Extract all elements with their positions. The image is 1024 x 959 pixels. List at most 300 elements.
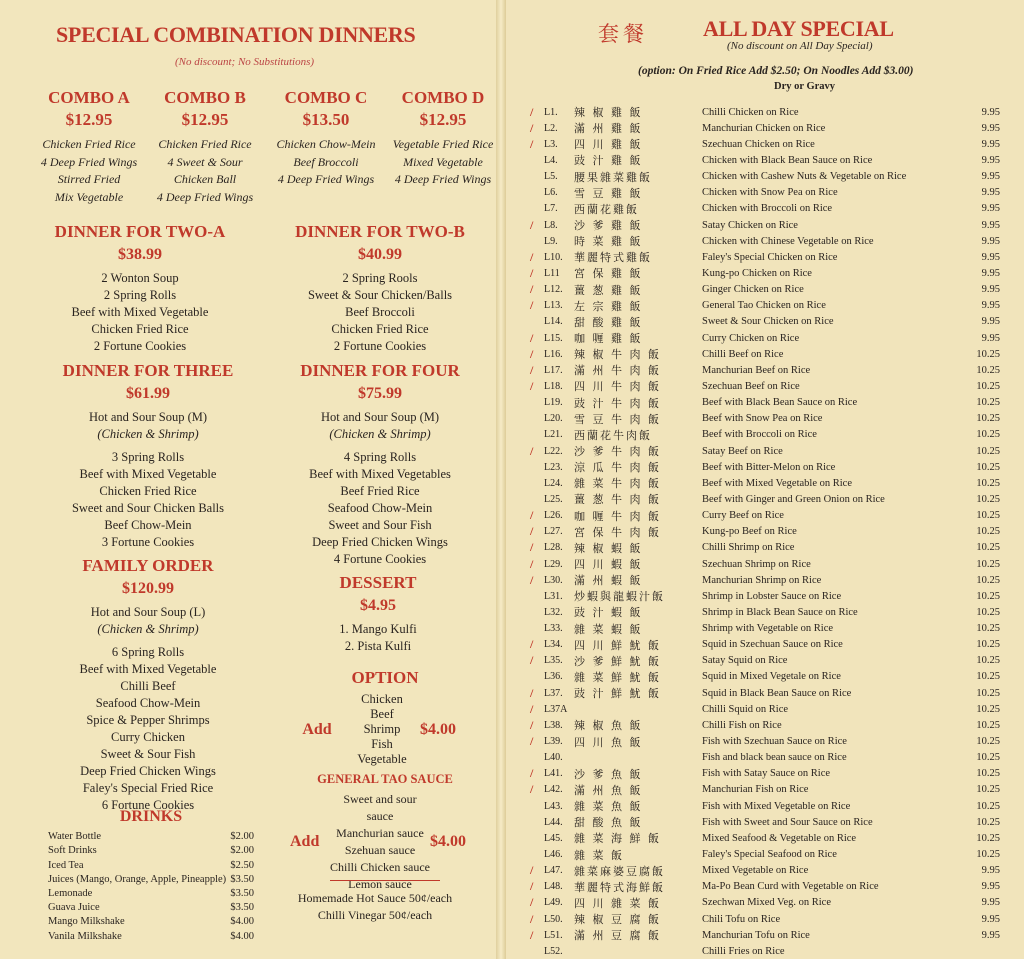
list-item: 2 Spring Rools xyxy=(342,271,418,285)
menu-chinese: 滿 州 雞 飯 xyxy=(574,122,643,136)
menu-price: 10.25 xyxy=(976,493,1000,505)
menu-english: Chicken with Cashew Nuts & Vegetable on Rice xyxy=(702,171,907,183)
menu-chinese: 沙 爹 雞 飯 xyxy=(574,219,643,233)
menu-price: 10.25 xyxy=(976,574,1000,586)
menu-code: L22. xyxy=(544,445,563,457)
menu-english: Fish with Satay Sauce on Rice xyxy=(702,768,831,780)
menu-row xyxy=(530,508,1010,524)
menu-price: 9.95 xyxy=(981,267,1000,279)
drink-name: Vanila Milkshake xyxy=(48,930,122,942)
combo-price: $12.95 xyxy=(419,110,467,129)
list-item: Beef Broccoli xyxy=(293,154,359,169)
check-mark: / xyxy=(530,443,534,458)
menu-price: 9.95 xyxy=(981,106,1000,118)
check-mark: / xyxy=(530,298,534,313)
list-item: 2 Spring Rolls xyxy=(103,288,177,302)
list-item: 3 Spring Rolls xyxy=(111,450,185,464)
menu-price: 10.25 xyxy=(976,348,1000,360)
menu-price: 9.95 xyxy=(981,316,1000,328)
menu-chinese: 滿 州 魚 飯 xyxy=(574,783,643,797)
list-item: Deep Fried Chicken Wings xyxy=(312,535,448,549)
menu-chinese: 咖 喱 牛 肉 飯 xyxy=(574,509,661,523)
dinner-four-price: $75.99 xyxy=(358,385,402,402)
check-mark: / xyxy=(530,895,534,910)
menu-chinese: 雜 菜 鮮 魷 飯 xyxy=(574,670,661,684)
menu-row xyxy=(530,427,1010,443)
menu-price: 10.25 xyxy=(976,429,1000,441)
check-mark: / xyxy=(530,685,534,700)
menu-chinese: 雜 菜 牛 肉 飯 xyxy=(574,477,661,491)
dinner-two-a-price: $38.99 xyxy=(118,246,162,263)
menu-price: 10.25 xyxy=(976,477,1000,489)
menu-code: L34. xyxy=(544,639,563,651)
menu-row xyxy=(530,104,1010,120)
menu-chinese: 雜菜麻婆豆腐飯 xyxy=(574,864,665,878)
menu-row xyxy=(530,685,1010,701)
list-item: Sweet and Sour Fish xyxy=(328,518,432,532)
list-item: Sweet & Sour Fish xyxy=(100,747,196,761)
menu-chinese: 辣 椒 雞 飯 xyxy=(574,106,643,120)
drink-name: Mango Milkshake xyxy=(48,916,125,928)
list-item: 2. Pista Kulfi xyxy=(344,639,412,653)
general-tao-title: GENERAL TAO SAUCE xyxy=(317,772,453,786)
menu-chinese: 雜 菜 飯 xyxy=(574,848,624,862)
combo-3 xyxy=(384,88,502,189)
check-mark: / xyxy=(530,556,534,571)
menu-price: 10.25 xyxy=(976,800,1000,812)
menu-row xyxy=(530,653,1010,669)
dinner-two-b-items xyxy=(270,270,490,355)
menu-english: Curry Beef on Rice xyxy=(702,510,784,522)
list-item: Beef xyxy=(370,707,394,721)
combo-1 xyxy=(146,88,264,206)
combo-2 xyxy=(267,88,385,189)
menu-english: Szechuan Chicken on Rice xyxy=(702,138,815,150)
menu-chinese: 四 川 魚 飯 xyxy=(574,735,643,749)
check-mark: / xyxy=(530,879,534,894)
menu-row xyxy=(530,943,1010,959)
combo-price: $12.95 xyxy=(65,110,113,129)
menu-code: L46. xyxy=(544,849,563,861)
menu-code: L8. xyxy=(544,219,558,231)
menu-english: Chicken with Black Bean Sauce on Rice xyxy=(702,154,873,166)
menu-code: L40. xyxy=(544,752,563,764)
menu-chinese: 辣 椒 魚 飯 xyxy=(574,719,643,733)
dinner-four-soup: Hot and Sour Soup (M) xyxy=(320,410,440,424)
list-item: Lemon sauce xyxy=(348,877,412,891)
check-mark: / xyxy=(530,249,534,264)
menu-row xyxy=(530,927,1010,943)
list-item: Beef with Mixed Vegetables xyxy=(309,467,451,481)
menu-price: 9.95 xyxy=(981,284,1000,296)
menu-row xyxy=(530,233,1010,249)
menu-chinese: 左 宗 雞 飯 xyxy=(574,299,643,313)
menu-english: Shrimp in Lobster Sauce on Rice xyxy=(702,590,842,602)
check-mark: / xyxy=(530,524,534,539)
menu-chinese: 雜 菜 蝦 飯 xyxy=(574,622,643,636)
menu-english: Squid in Mixed Vegetale on Rice xyxy=(702,671,841,683)
dinner-two-a-items xyxy=(30,270,250,355)
menu-price: 9.95 xyxy=(981,332,1000,344)
check-mark: / xyxy=(530,508,534,523)
list-item: Shrimp xyxy=(363,722,401,736)
menu-code: L28. xyxy=(544,542,563,554)
check-mark: / xyxy=(530,572,534,587)
menu-price: 9.95 xyxy=(981,913,1000,925)
menu-price: 10.25 xyxy=(976,623,1000,635)
dinner-four-items xyxy=(270,449,490,568)
menu-chinese: 辣 椒 豆 腐 飯 xyxy=(574,913,661,927)
check-mark: / xyxy=(530,362,534,377)
dinner-two-b xyxy=(270,222,490,355)
option-add: Add xyxy=(302,720,332,738)
menu-english: Chilli Fish on Rice xyxy=(702,719,782,731)
menu-english: Manchurian Chicken on Rice xyxy=(702,122,826,134)
drink-row xyxy=(48,830,254,844)
menu-chinese: 涼 瓜 牛 肉 飯 xyxy=(574,461,661,475)
menu-row xyxy=(530,201,1010,217)
menu-price: 10.25 xyxy=(976,510,1000,522)
list-item: Chilli Chicken sauce xyxy=(330,860,430,874)
menu-row xyxy=(530,185,1010,201)
menu-code: L31. xyxy=(544,590,563,602)
check-mark: / xyxy=(530,911,534,926)
check-mark: / xyxy=(530,927,534,942)
menu-code: L5. xyxy=(544,171,558,183)
menu-english: Shrimp with Vegetable on Rice xyxy=(702,623,834,635)
menu-row xyxy=(530,282,1010,298)
combo-title: SPECIAL COMBINATION DINNERS xyxy=(56,22,416,47)
menu-price: 10.25 xyxy=(976,703,1000,715)
check-mark: / xyxy=(530,120,534,135)
menu-english: Manchurian Tofu on Rice xyxy=(702,929,810,941)
menu-english: Szechwan Mixed Veg. on Rice xyxy=(702,897,831,909)
list-item: Seafood Chow-Mein xyxy=(327,501,433,515)
menu-english: Chicken with Snow Pea on Rice xyxy=(702,187,838,199)
menu-chinese: 雪 豆 牛 肉 飯 xyxy=(574,412,661,426)
general-tao-block xyxy=(290,772,480,893)
all-day-title: ALL DAY SPECIAL xyxy=(703,16,894,41)
menu-english: Manchurian Shrimp on Rice xyxy=(702,574,822,586)
menu-code: L39. xyxy=(544,736,563,748)
menu-row xyxy=(530,556,1010,572)
menu-code: L32. xyxy=(544,606,563,618)
check-mark: / xyxy=(530,378,534,393)
list-item: 6 Spring Rolls xyxy=(111,645,185,659)
menu-chinese: 沙 爹 鮮 魷 飯 xyxy=(574,654,661,668)
menu-english: Szechuan Shrimp on Rice xyxy=(702,558,811,570)
menu-row xyxy=(530,152,1010,168)
list-item: Szehuan sauce xyxy=(344,843,416,857)
combo-name: COMBO D xyxy=(401,88,485,107)
list-item: Beef with Mixed Vegetable xyxy=(79,467,217,481)
menu-row xyxy=(530,491,1010,507)
dinner-four-soup-note: (Chicken & Shrimp) xyxy=(329,427,431,441)
menu-price: 9.95 xyxy=(981,203,1000,215)
menu-chinese: 炒蝦與龍蝦汁飯 xyxy=(574,590,665,604)
menu-price: 10.25 xyxy=(976,461,1000,473)
dinner-three-price: $61.99 xyxy=(126,385,170,402)
option-line: (option: On Fried Rice Add $2.50; On Noodles Add $3.00) xyxy=(638,65,914,77)
menu-price: 10.25 xyxy=(976,671,1000,683)
combo-items xyxy=(384,136,502,189)
menu-row xyxy=(530,701,1010,717)
dinner-three-soup: Hot and Sour Soup (M) xyxy=(88,410,208,424)
list-item: Stirred Fried xyxy=(57,172,121,186)
menu-price: 10.25 xyxy=(976,816,1000,828)
menu-price: 10.25 xyxy=(976,655,1000,667)
combo-price: $12.95 xyxy=(181,110,229,129)
list-item: Beef Fried Rice xyxy=(340,484,420,498)
list-item: 2 Fortune Cookies xyxy=(333,339,427,353)
list-item: 4 Deep Fried Wings xyxy=(277,172,375,186)
menu-code: L4. xyxy=(544,154,558,166)
list-item: Mixed Vegetable xyxy=(403,154,483,169)
list-item: Beef with Mixed Vegetable xyxy=(79,662,217,676)
menu-english: Fish and black bean sauce on Rice xyxy=(702,752,847,764)
family-price: $120.99 xyxy=(122,580,174,597)
menu-price: 9.95 xyxy=(981,219,1000,231)
menu-code: L45. xyxy=(544,832,563,844)
drink-name: Soft Drinks xyxy=(48,845,97,857)
option-price: $4.00 xyxy=(420,720,456,738)
menu-price: 10.25 xyxy=(976,719,1000,731)
menu-code: L16. xyxy=(544,348,563,360)
menu-chinese: 華麗特式海鮮飯 xyxy=(574,880,665,894)
list-item: Chicken Fried Rice xyxy=(42,137,136,151)
menu-chinese: 宮 保 牛 肉 飯 xyxy=(574,525,661,539)
list-item: Sweet & Sour Chicken/Balls xyxy=(307,288,453,302)
menu-code: L29. xyxy=(544,558,563,570)
menu-code: L23. xyxy=(544,461,563,473)
menu-english: Chicken with Broccoli on Rice xyxy=(702,203,833,215)
list-item: Beef Broccoli xyxy=(345,305,415,319)
menu-row xyxy=(530,879,1010,895)
menu-list xyxy=(530,104,1010,959)
menu-row xyxy=(530,750,1010,766)
menu-price: 10.25 xyxy=(976,364,1000,376)
check-mark: / xyxy=(530,766,534,781)
menu-code: L14. xyxy=(544,316,563,328)
drink-price: $4.00 xyxy=(230,930,254,942)
menu-english: General Tao Chicken on Rice xyxy=(702,300,826,312)
menu-code: L41. xyxy=(544,768,563,780)
menu-row xyxy=(530,314,1010,330)
menu-english: Squid in Black Bean Sauce on Rice xyxy=(702,687,852,699)
list-item: Curry Chicken xyxy=(111,730,185,744)
menu-row xyxy=(530,330,1010,346)
list-item: Chicken xyxy=(361,692,403,706)
menu-row xyxy=(530,637,1010,653)
general-tao-price: $4.00 xyxy=(430,833,466,850)
menu-english: Beef with Black Bean Sauce on Rice xyxy=(702,397,858,409)
extras xyxy=(290,890,460,924)
menu-english: Curry Chicken on Rice xyxy=(702,332,800,344)
combo-name: COMBO C xyxy=(284,88,368,107)
family-order xyxy=(38,556,258,814)
family-title: FAMILY ORDER xyxy=(82,556,214,575)
menu-row xyxy=(530,717,1010,733)
menu-row xyxy=(530,346,1010,362)
all-day-subtitle: (No discount on All Day Special) xyxy=(727,40,873,52)
dinner-three-items xyxy=(38,449,258,551)
dinner-two-b-price: $40.99 xyxy=(358,246,402,263)
drink-price: $2.00 xyxy=(230,831,254,843)
check-mark: / xyxy=(530,104,534,119)
menu-code: L30. xyxy=(544,574,563,586)
menu-price: 9.95 xyxy=(981,171,1000,183)
menu-code: L33. xyxy=(544,623,563,635)
drink-row xyxy=(48,930,254,944)
option-title: OPTION xyxy=(351,668,419,687)
menu-row xyxy=(530,863,1010,879)
list-item: Sweet and Sour Chicken Balls xyxy=(71,501,225,515)
menu-english: Satay Beef on Rice xyxy=(702,445,783,457)
menu-english: Chilli Squid on Rice xyxy=(702,703,789,715)
check-mark: / xyxy=(530,782,534,797)
menu-row xyxy=(530,249,1010,265)
combo-items xyxy=(267,136,385,189)
menu-chinese: 四 川 蝦 飯 xyxy=(574,558,643,571)
menu-english: Ginger Chicken on Rice xyxy=(702,284,804,296)
menu-price: 10.25 xyxy=(976,606,1000,618)
menu-price: 9.95 xyxy=(981,235,1000,247)
menu-price: 10.25 xyxy=(976,558,1000,570)
menu-chinese: 沙 爹 魚 飯 xyxy=(574,767,643,781)
menu-price: 9.95 xyxy=(981,251,1000,263)
menu-english: Faley's Special Chicken on Rice xyxy=(702,251,838,263)
menu-price: 10.25 xyxy=(976,526,1000,538)
menu-english: Mixed Seafood & Vegetable on Rice xyxy=(702,832,857,844)
menu-price: 9.95 xyxy=(981,154,1000,166)
menu-row xyxy=(530,572,1010,588)
dinner-four-title: DINNER FOR FOUR xyxy=(300,361,460,380)
menu-code: L24. xyxy=(544,477,563,489)
menu-price: 10.25 xyxy=(976,687,1000,699)
drink-name: Juices (Mango, Orange, Apple, Pineapple) xyxy=(48,873,227,885)
menu-code: L42. xyxy=(544,784,563,796)
menu-row xyxy=(530,830,1010,846)
list-item: Chicken Fried Rice xyxy=(331,322,429,336)
menu-price: 9.95 xyxy=(981,865,1000,877)
menu-code: L36. xyxy=(544,671,563,683)
list-item: Sweet and sour sauce xyxy=(343,792,417,823)
menu-english: Chilli Beef on Rice xyxy=(702,348,784,360)
menu-row xyxy=(530,378,1010,394)
dinner-three-soup-note: (Chicken & Shrimp) xyxy=(97,427,199,441)
list-item: Vegetable Fried Rice xyxy=(392,137,494,151)
menu-price: 10.25 xyxy=(976,380,1000,392)
menu-price: 9.95 xyxy=(981,881,1000,893)
drink-name: Iced Tea xyxy=(48,859,84,871)
drink-price: $3.50 xyxy=(230,902,254,914)
combo-subtitle: (No discount; No Substitutions) xyxy=(175,56,315,68)
dinner-four xyxy=(270,361,490,568)
list-item: 1. Mango Kulfi xyxy=(339,622,417,636)
menu-code: L9. xyxy=(544,235,558,247)
menu-english: Chilli Shrimp on Rice xyxy=(702,542,795,554)
list-item: Manchurian sauce xyxy=(336,826,424,840)
list-item: 6 Fortune Cookies xyxy=(101,798,195,812)
menu-price: 10.25 xyxy=(976,736,1000,748)
menu-row xyxy=(530,265,1010,281)
menu-chinese: 西蘭花雞飯 xyxy=(574,202,639,216)
menu-chinese: 薑 葱 牛 肉 飯 xyxy=(574,493,661,507)
menu-chinese: 四 川 雜 菜 飯 xyxy=(574,896,661,910)
check-mark: / xyxy=(530,136,534,151)
dinner-two-b-title: DINNER FOR TWO-B xyxy=(295,222,465,241)
menu-row xyxy=(530,733,1010,749)
menu-price: 10.25 xyxy=(976,413,1000,425)
drink-row xyxy=(48,859,254,873)
family-items xyxy=(38,644,258,814)
menu-price: 9.95 xyxy=(981,122,1000,134)
list-item: Chicken Fried Rice xyxy=(99,484,197,498)
list-item: Homemade Hot Sauce 50¢/each xyxy=(297,891,453,905)
menu-code: L37A xyxy=(544,703,568,715)
menu-chinese: 甜 酸 雞 飯 xyxy=(574,315,643,329)
menu-code: L2. xyxy=(544,122,558,134)
menu-price: 9.95 xyxy=(981,300,1000,312)
combo-items xyxy=(146,136,264,206)
menu-code: L21. xyxy=(544,429,563,441)
menu-row xyxy=(530,621,1010,637)
menu-chinese: 腰果雜菜雞飯 xyxy=(574,170,652,184)
dessert-items xyxy=(268,621,488,655)
menu-english: Mixed Vegetable on Rice xyxy=(702,865,809,877)
menu-price: 9.95 xyxy=(981,897,1000,909)
chinese-title: 套餐 xyxy=(598,22,648,46)
menu-chinese: 華麗特式雞飯 xyxy=(574,251,652,265)
combo-price: $13.50 xyxy=(302,110,350,129)
menu-english: Chili Tofu on Rice xyxy=(702,913,781,925)
menu-chinese: 豉 汁 牛 肉 飯 xyxy=(574,396,661,410)
menu-code: L37. xyxy=(544,687,563,699)
menu-code: L7. xyxy=(544,203,558,215)
menu-english: Faley's Special Seafood on Rice xyxy=(702,849,837,861)
menu-row xyxy=(530,475,1010,491)
list-item: Mix Vegetable xyxy=(54,189,124,204)
menu-row xyxy=(530,443,1010,459)
menu-price: 10.25 xyxy=(976,397,1000,409)
menu-chinese: 西蘭花牛肉飯 xyxy=(574,428,652,442)
menu-english: Kung-po Beef on Rice xyxy=(702,526,797,538)
menu-chinese: 滿 州 豆 腐 飯 xyxy=(574,929,661,943)
menu-price: 10.25 xyxy=(976,639,1000,651)
list-item: Fish xyxy=(371,737,393,751)
drink-row xyxy=(48,915,254,929)
menu-row xyxy=(530,911,1010,927)
drink-row xyxy=(48,844,254,858)
drink-name: Water Bottle xyxy=(48,831,102,843)
list-item: 2 Wonton Soup xyxy=(101,271,179,285)
drink-name: Lemonade xyxy=(48,888,93,900)
list-item: 4 Deep Fried Wings xyxy=(156,189,254,204)
menu-chinese: 沙 爹 牛 肉 飯 xyxy=(574,445,661,459)
drink-row xyxy=(48,887,254,901)
combo-name: COMBO B xyxy=(164,88,246,107)
menu-row xyxy=(530,524,1010,540)
menu-price: 10.25 xyxy=(976,849,1000,861)
menu-code: L12. xyxy=(544,284,563,296)
menu-row xyxy=(530,136,1010,152)
drink-row xyxy=(48,873,254,887)
list-item: Beef with Mixed Vegetable xyxy=(71,305,209,319)
menu-chinese: 辣 椒 牛 肉 飯 xyxy=(574,348,661,362)
menu-row xyxy=(530,298,1010,314)
dessert xyxy=(268,573,488,655)
combo-0 xyxy=(30,88,148,206)
